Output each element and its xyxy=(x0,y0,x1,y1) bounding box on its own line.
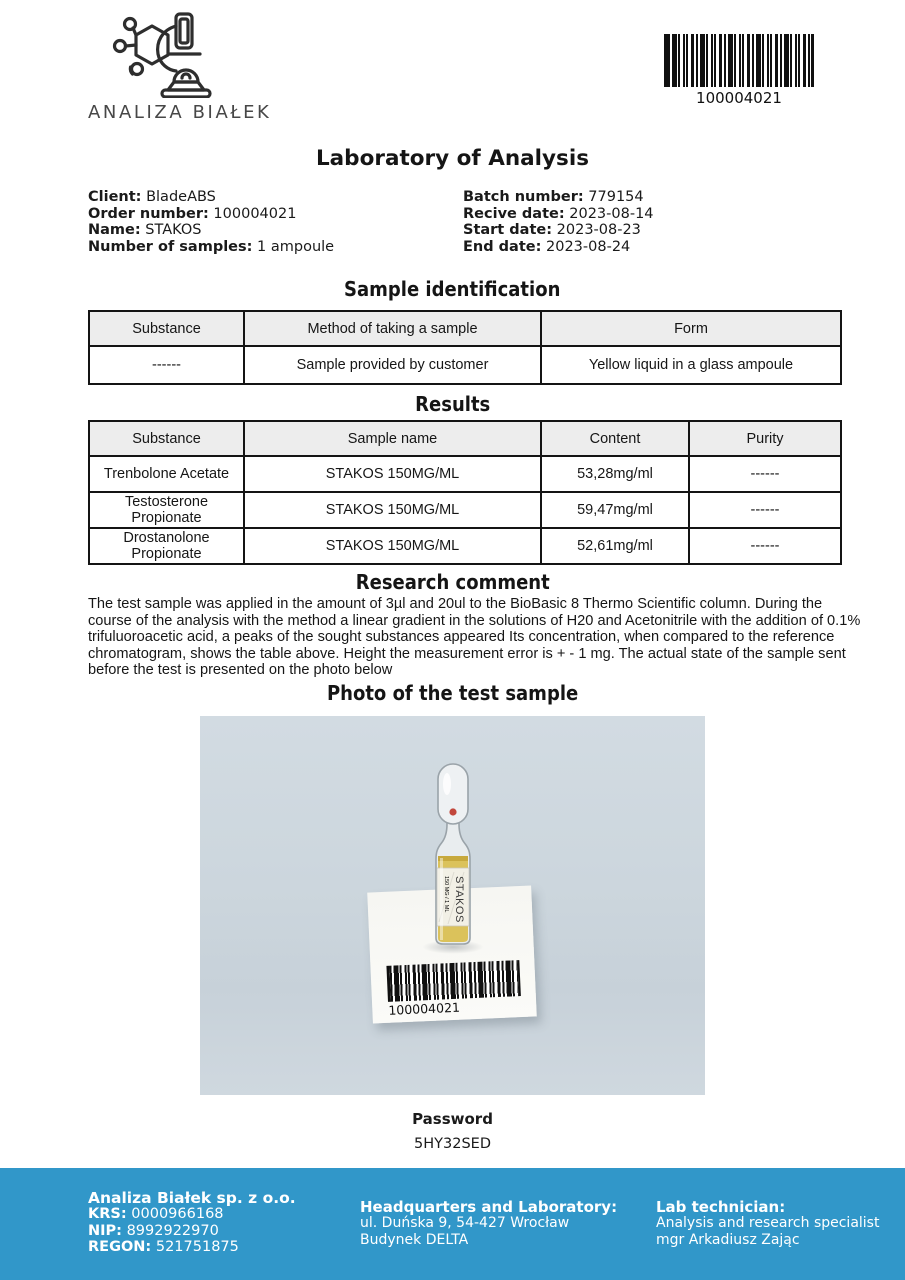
start-date-line xyxy=(463,222,654,239)
footer-company-name: Analiza Białek sp. z o.o. xyxy=(88,1189,296,1207)
barcode-icon xyxy=(664,34,814,87)
company-logo-text: ANALIZA BIAŁEK xyxy=(88,102,272,123)
client-label: Client: xyxy=(88,189,142,205)
table-row xyxy=(89,456,841,492)
sample-identification-table xyxy=(88,310,842,385)
section-heading-photo: Photo of the test sample xyxy=(326,681,579,705)
footer-regon-line xyxy=(88,1239,296,1255)
column-header: Substance xyxy=(89,311,244,346)
footer-headquarters-title: Headquarters and Laboratory: xyxy=(360,1198,618,1216)
regon-value: 521751875 xyxy=(155,1239,239,1256)
column-header: Method of taking a sample xyxy=(244,311,541,346)
ampoule-label-strength: 150 MG / 1 ML xyxy=(443,876,449,913)
samples-value: 1 ampoule xyxy=(257,238,335,255)
footer-address-line: Budynek DELTA xyxy=(360,1231,469,1248)
end-date-value: 2023-08-24 xyxy=(546,238,631,255)
krs-label: KRS: xyxy=(88,1206,127,1223)
nip-label: NIP: xyxy=(88,1222,122,1239)
nip-value: 8992922970 xyxy=(126,1222,219,1239)
results-table xyxy=(88,420,842,565)
batch-number-line xyxy=(463,189,654,206)
receive-date-label: Recive date: xyxy=(463,205,565,222)
start-date-label: Start date: xyxy=(463,222,553,239)
order-number-line xyxy=(88,206,334,223)
footer-address-line: ul. Duńska 9, 54-427 Wrocław xyxy=(360,1215,570,1232)
section-heading-results: Results xyxy=(414,392,491,416)
batch-number-label: Batch number: xyxy=(463,189,584,205)
name-value: STAKOS xyxy=(145,222,202,239)
receive-date-value: 2023-08-14 xyxy=(569,205,654,222)
table-cell: STAKOS 150MG/ML xyxy=(244,528,541,564)
client-info-column xyxy=(88,189,334,255)
table-cell: Yellow liquid in a glass ampoule xyxy=(541,346,841,384)
table-cell: 52,61mg/ml xyxy=(541,528,689,564)
company-logo xyxy=(88,12,272,123)
batch-info-column xyxy=(463,189,654,255)
footer-technician-title: Lab technician: xyxy=(656,1198,786,1216)
table-cell: STAKOS 150MG/ML xyxy=(244,492,541,528)
table-cell: 53,28mg/ml xyxy=(541,456,689,492)
ampoule-icon xyxy=(424,762,482,948)
table-cell: ------ xyxy=(689,492,841,528)
sample-photo xyxy=(200,716,705,1095)
end-date-line xyxy=(463,239,654,256)
footer-technician-block xyxy=(656,1199,879,1248)
table-row xyxy=(89,346,841,384)
table-header-row xyxy=(89,421,841,456)
samples-line xyxy=(88,239,334,256)
footer-nip-line xyxy=(88,1223,296,1239)
end-date-label: End date: xyxy=(463,238,542,255)
table-cell: ------ xyxy=(689,528,841,564)
samples-label: Number of samples: xyxy=(88,238,253,255)
footer xyxy=(0,1168,905,1280)
table-cell: Drostanolone Propionate xyxy=(89,528,244,564)
table-row xyxy=(89,492,841,528)
column-header: Form xyxy=(541,311,841,346)
table-cell: Trenbolone Acetate xyxy=(89,456,244,492)
microscope-hexagon-icon xyxy=(110,12,222,98)
column-header: Sample name xyxy=(244,421,541,456)
footer-technician-line: Analysis and research specialist xyxy=(656,1215,880,1232)
order-barcode-number: 100004021 xyxy=(696,89,782,107)
order-barcode xyxy=(664,34,814,107)
password-value: 5HY32SED xyxy=(414,1136,491,1152)
column-header: Purity xyxy=(689,421,841,456)
client-line xyxy=(88,189,334,206)
password-heading: Password xyxy=(412,1110,493,1128)
section-heading-sample-identification: Sample identification xyxy=(344,277,561,301)
column-header: Content xyxy=(541,421,689,456)
batch-number-value: 779154 xyxy=(588,189,644,205)
name-line xyxy=(88,222,334,239)
table-header-row xyxy=(89,311,841,346)
krs-value: 0000966168 xyxy=(131,1206,224,1223)
table-cell: 59,47mg/ml xyxy=(541,492,689,528)
footer-company-block xyxy=(88,1190,296,1256)
section-heading-research-comment: Research comment xyxy=(355,570,550,594)
table-cell: Sample provided by customer xyxy=(244,346,541,384)
table-cell: STAKOS 150MG/ML xyxy=(244,456,541,492)
footer-headquarters-block xyxy=(360,1199,617,1248)
client-value: BladeABS xyxy=(146,189,216,205)
start-date-value: 2023-08-23 xyxy=(556,222,641,239)
column-header: Substance xyxy=(89,421,244,456)
name-label: Name: xyxy=(88,222,141,239)
barcode-icon xyxy=(386,960,520,1002)
ampoule-label-name: STAKOS xyxy=(453,876,465,923)
page-title: Laboratory of Analysis xyxy=(315,146,590,171)
table-cell: ------ xyxy=(689,456,841,492)
table-row xyxy=(89,528,841,564)
table-cell: ------ xyxy=(89,346,244,384)
sample-barcode-number: 100004021 xyxy=(388,999,461,1018)
break-dot-icon xyxy=(449,808,456,815)
order-number-value: 100004021 xyxy=(213,205,297,222)
receive-date-line xyxy=(463,206,654,223)
regon-label: REGON: xyxy=(88,1239,152,1256)
order-number-label: Order number: xyxy=(88,205,209,222)
footer-krs-line xyxy=(88,1206,296,1222)
table-cell: Testosterone Propionate xyxy=(89,492,244,528)
research-comment-text: The test sample was applied in the amount of 3µl and 20ul to the BioBasic 8 Thermo Scientific column. During the course of the analysis with the method a linear gradient in the solutions of H20 and Acetonitrile with the addition of 0.1% trifuluoroacetic acid, a peaks of the sought substances appeared Its concentration, when compared to the reference chromatogram, shows the table above. Height the measurement error is + - 1 mg. The actual state of the sample sent before the test is presented on the photo below xyxy=(88,596,861,678)
sample-barcode xyxy=(386,960,521,1018)
footer-technician-line: mgr Arkadiusz Zając xyxy=(656,1231,800,1248)
